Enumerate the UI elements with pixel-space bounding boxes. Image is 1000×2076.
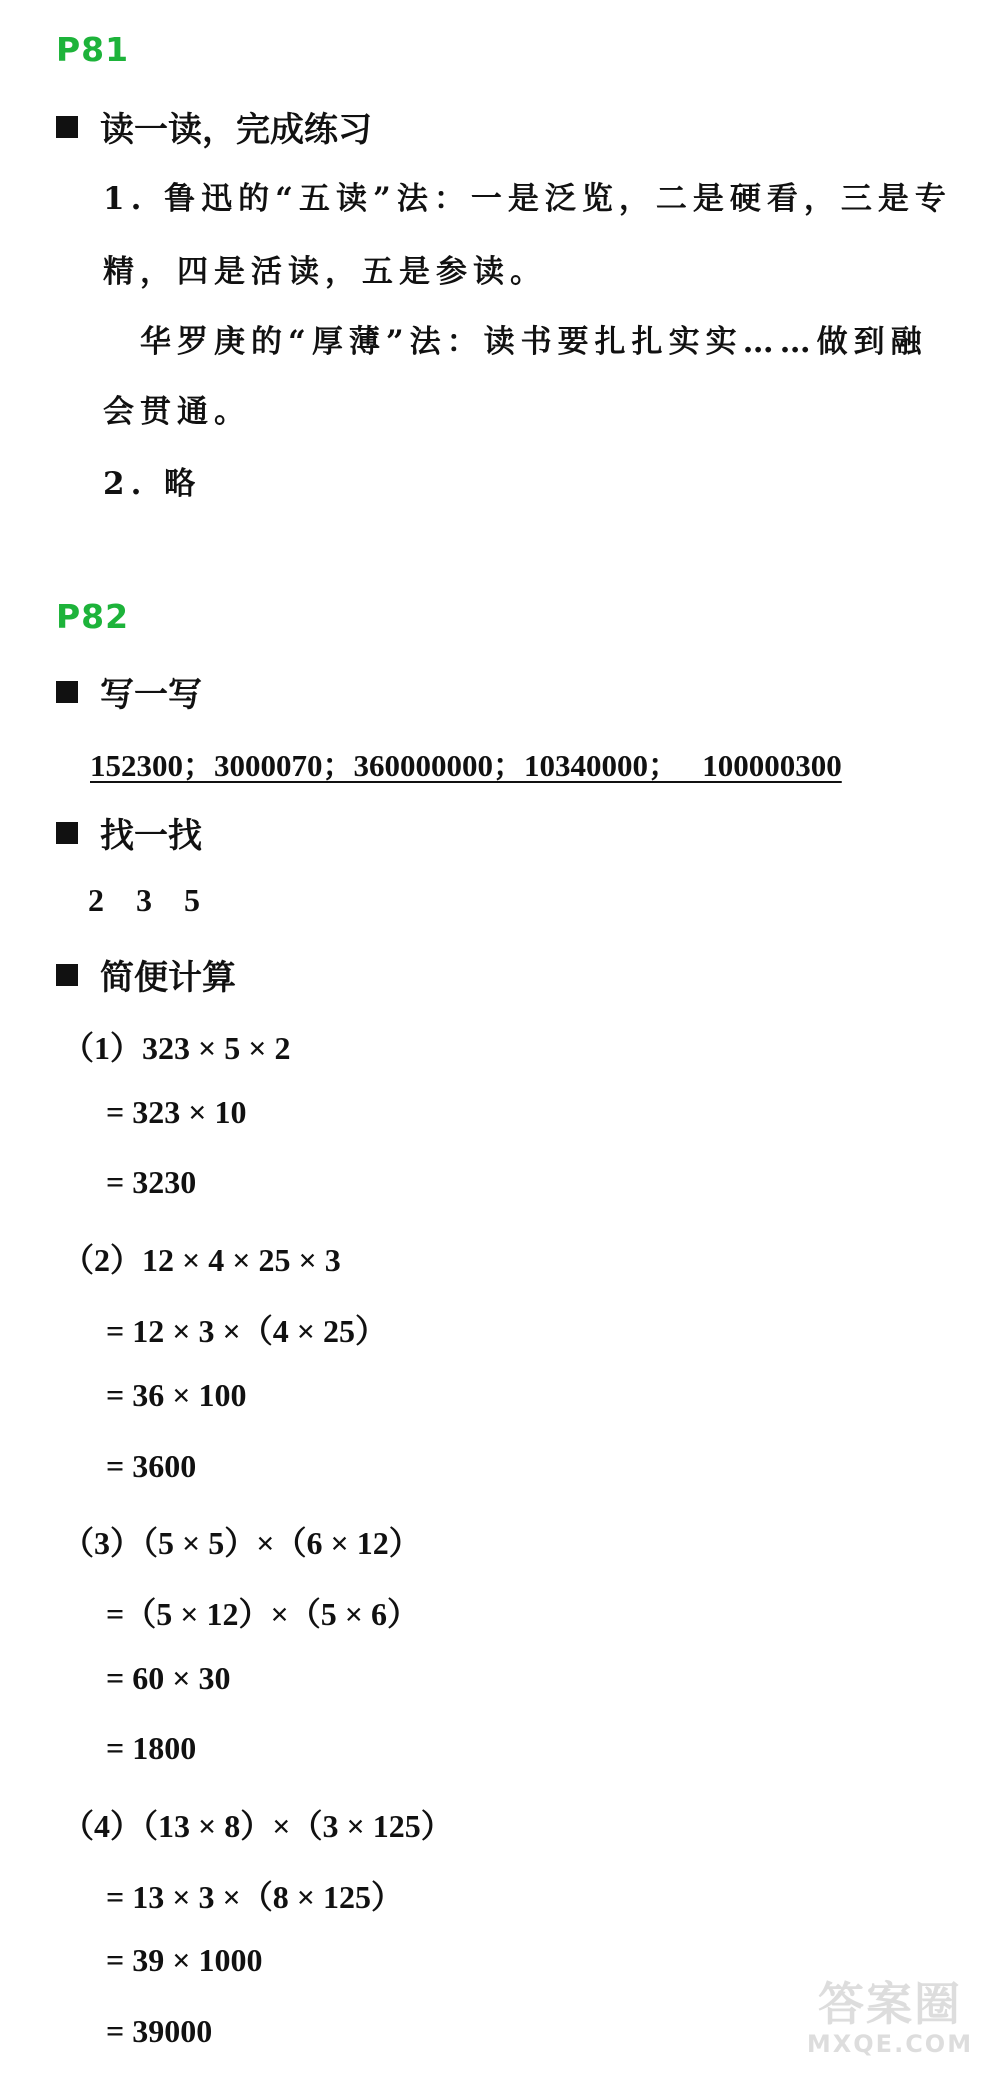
answer-line: 精，四是活读，五是参读。 bbox=[103, 254, 547, 290]
site-watermark bbox=[790, 1978, 990, 2068]
watermark-url: MXQE.COM bbox=[806, 2030, 974, 2058]
calc-problem: （3）（5 × 5）×（6 × 12） bbox=[62, 1525, 421, 1561]
write-answer: 152300；3000070；360000000；10340000； 100000300 bbox=[90, 748, 842, 783]
calc-problem: （1）323 × 5 × 2 bbox=[62, 1030, 291, 1066]
calc-step: = 1800 bbox=[106, 1730, 197, 1766]
calc-problem: （2）12 × 4 × 25 × 3 bbox=[62, 1242, 341, 1278]
answer-line: 会贯通。 bbox=[103, 394, 251, 430]
section-heading-write bbox=[56, 667, 202, 716]
section-heading-calc bbox=[56, 950, 236, 999]
square-bullet-icon bbox=[56, 681, 78, 703]
answer-line: 1. 鲁迅的“五读”法：一是泛览，二是硬看，三是专 bbox=[103, 181, 952, 217]
page-label-p81: P81 bbox=[56, 30, 130, 69]
square-bullet-icon bbox=[56, 116, 78, 138]
section-title: 写一写 bbox=[100, 675, 202, 715]
calc-step: = 39 × 1000 bbox=[106, 1942, 263, 1978]
square-bullet-icon bbox=[56, 822, 78, 844]
calc-step: = 3600 bbox=[106, 1448, 197, 1484]
section-title: 简便计算 bbox=[100, 958, 236, 998]
section-title: 读一读，完成练习 bbox=[100, 110, 372, 150]
calc-step: = 60 × 30 bbox=[106, 1660, 231, 1696]
calc-step: = 39000 bbox=[106, 2013, 213, 2049]
calc-step: = 12 × 3 ×（4 × 25） bbox=[106, 1313, 387, 1349]
watermark-logo-text: 答案圈 bbox=[818, 1977, 962, 2031]
page-label-p82: P82 bbox=[56, 597, 130, 636]
section-title: 找一找 bbox=[100, 816, 202, 856]
square-bullet-icon bbox=[56, 964, 78, 986]
calc-step: = 13 × 3 ×（8 × 125） bbox=[106, 1879, 403, 1915]
answer-line: 华罗庚的“厚薄”法：读书要扎扎实实……做到融 bbox=[140, 324, 928, 360]
calc-step: =（5 × 12）×（5 × 6） bbox=[106, 1596, 419, 1632]
answer-line: 2. 略 bbox=[103, 466, 202, 502]
calc-step: = 323 × 10 bbox=[106, 1094, 247, 1130]
section-heading-read bbox=[56, 102, 372, 151]
calc-problem: （4）（13 × 8）×（3 × 125） bbox=[62, 1808, 453, 1844]
calc-step: = 36 × 100 bbox=[106, 1377, 247, 1413]
calc-step: = 3230 bbox=[106, 1164, 197, 1200]
section-heading-find bbox=[56, 808, 202, 857]
find-answer: 2 3 5 bbox=[88, 882, 200, 918]
